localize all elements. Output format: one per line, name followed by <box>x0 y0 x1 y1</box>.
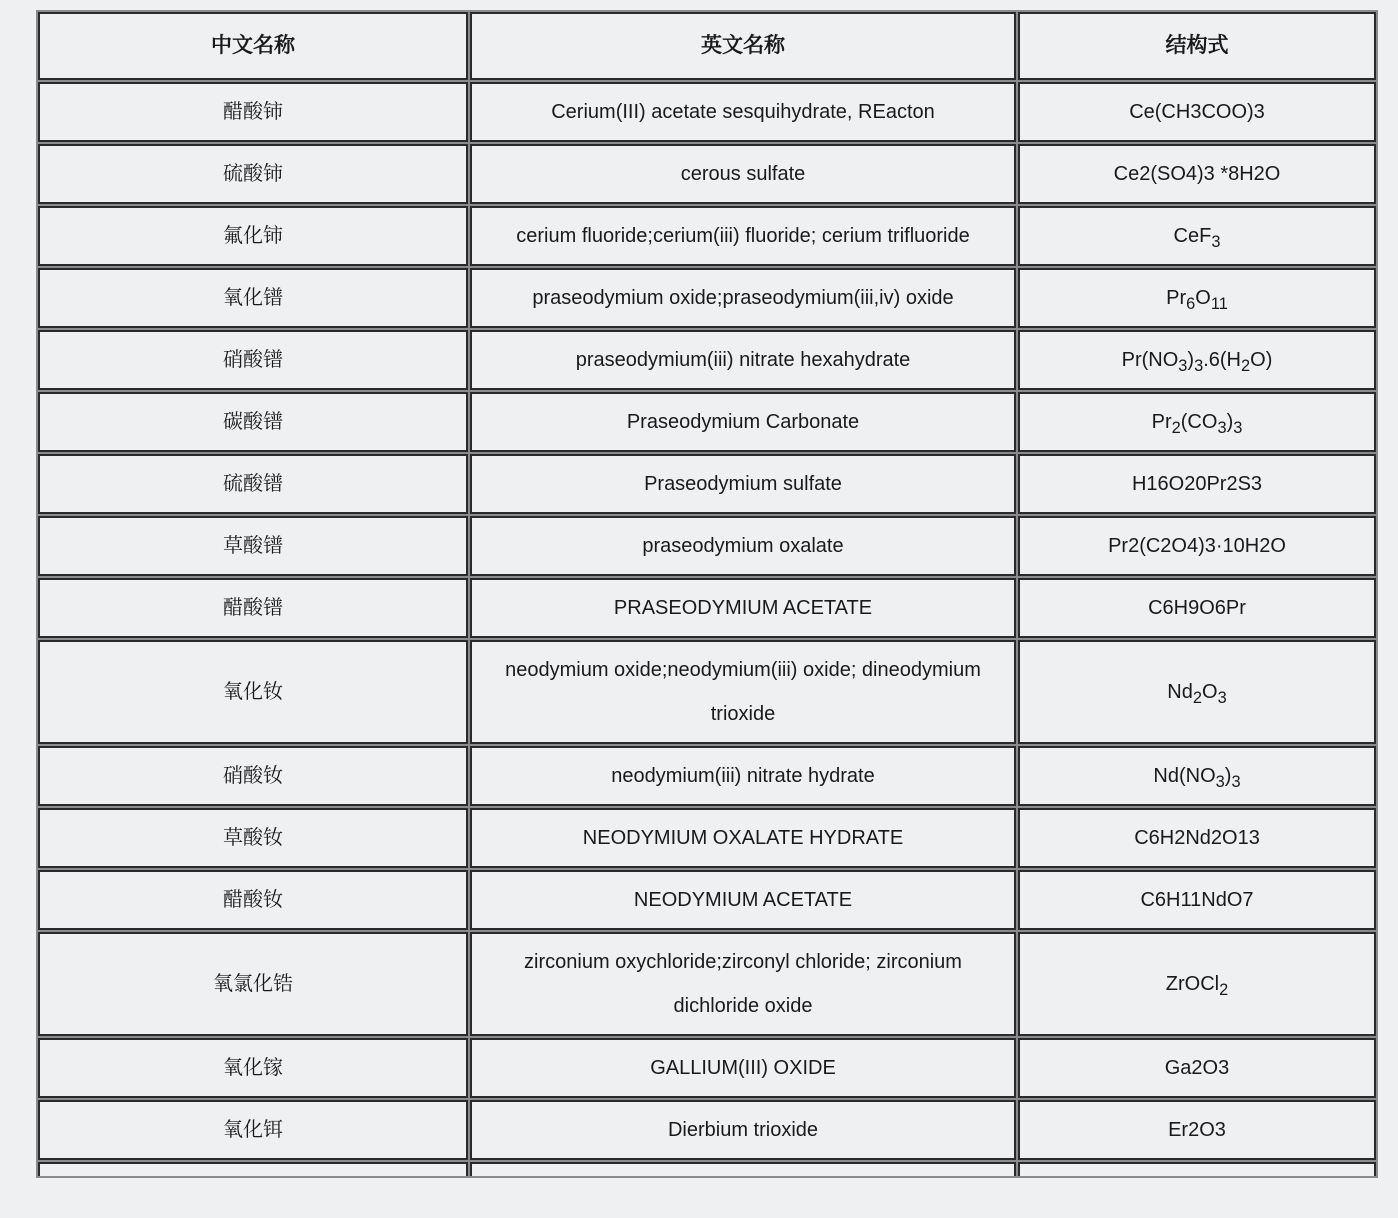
cell-english-name: cerium fluoride;cerium(iii) fluoride; cerium trifluoride <box>470 206 1016 266</box>
formula-subscript: 3 <box>1233 418 1243 437</box>
formula-subscript: 11 <box>1210 294 1228 313</box>
table-row <box>38 640 1376 744</box>
cell-english-name: Cerium(III) acetate sesquihydrate, REacton <box>470 82 1016 142</box>
formula-subscript: 2 <box>1192 688 1202 707</box>
formula-text: ) <box>1226 411 1234 433</box>
cell-formula <box>1018 268 1376 328</box>
cell-chinese-name: 氧化钕 <box>38 640 468 744</box>
cell-formula <box>1018 1162 1376 1176</box>
formula-text: O <box>1195 287 1211 309</box>
cell-formula <box>1018 330 1376 390</box>
formula-subscript: 3 <box>1217 418 1227 437</box>
table-row <box>38 808 1376 868</box>
formula-subscript: 3 <box>1215 772 1225 791</box>
cell-english-name: zirconium oxychloride;zirconyl chloride; zirconium dichloride oxide <box>470 932 1016 1036</box>
formula-subscript: 3 <box>1217 688 1227 707</box>
cell-formula <box>1018 206 1376 266</box>
table-row <box>38 206 1376 266</box>
formula-text: Pr2(C2O4)3·10H2O <box>1108 535 1286 557</box>
cell-english-name: praseodymium(iii) nitrate hexahydrate <box>470 330 1016 390</box>
cell-formula <box>1018 746 1376 806</box>
cell-english-name: neodymium oxide;neodymium(iii) oxide; dineodymium trioxide <box>470 640 1016 744</box>
formula-text: .6(H <box>1203 349 1242 371</box>
formula-text: Pr(NO <box>1121 349 1179 371</box>
table-row <box>38 330 1376 390</box>
cell-chinese-name: 氟化铈 <box>38 206 468 266</box>
formula-text: Ce(CH3COO)3 <box>1129 101 1265 123</box>
cell-formula <box>1018 1038 1376 1098</box>
cell-formula <box>1018 578 1376 638</box>
formula-text: Pr <box>1166 287 1187 309</box>
cell-formula <box>1018 1100 1376 1160</box>
table-row <box>38 932 1376 1036</box>
formula-text: Er2O3 <box>1168 1119 1226 1141</box>
header-english-name: 英文名称 <box>470 12 1016 80</box>
cell-chinese-name: 醋酸铈 <box>38 82 468 142</box>
table-row <box>38 578 1376 638</box>
cell-english-name: Praseodymium Carbonate <box>470 392 1016 452</box>
formula-text: Nd <box>1167 681 1193 703</box>
cell-formula <box>1018 454 1376 514</box>
formula-text: ZrOCl <box>1165 973 1220 995</box>
cell-chinese-name: 氧化镓 <box>38 1038 468 1098</box>
cell-english-name: GALLIUM(III) OXIDE <box>470 1038 1016 1098</box>
cell-english-name <box>470 1162 1016 1176</box>
cell-chinese-name: 氧氯化锆 <box>38 932 468 1036</box>
formula-subscript: 3 <box>1211 232 1221 251</box>
cell-english-name: cerous sulfate <box>470 144 1016 204</box>
formula-subscript: 2 <box>1241 356 1251 375</box>
cell-english-name: NEODYMIUM OXALATE HYDRATE <box>470 808 1016 868</box>
formula-subscript: 3 <box>1178 356 1188 375</box>
cell-formula <box>1018 808 1376 868</box>
table-row <box>38 1100 1376 1160</box>
cell-english-name: PRASEODYMIUM ACETATE <box>470 578 1016 638</box>
formula-subscript: 3 <box>1194 356 1204 375</box>
cell-formula <box>1018 82 1376 142</box>
table-row <box>38 454 1376 514</box>
table-row <box>38 82 1376 142</box>
formula-text: O <box>1202 681 1218 703</box>
table-row <box>38 392 1376 452</box>
formula-text: ) <box>1224 765 1232 787</box>
table-row <box>38 1162 1376 1176</box>
formula-text: Ga2O3 <box>1164 1057 1230 1079</box>
cell-formula <box>1018 932 1376 1036</box>
formula-subscript: 2 <box>1219 980 1229 999</box>
header-chinese-name: 中文名称 <box>38 12 468 80</box>
formula-text: ) <box>1187 349 1195 371</box>
cell-chinese-name: 碳酸镨 <box>38 392 468 452</box>
table-row <box>38 144 1376 204</box>
cell-chinese-name: 醋酸镨 <box>38 578 468 638</box>
formula-text: C6H2Nd2O13 <box>1134 827 1260 849</box>
formula-text: (CO <box>1180 411 1218 433</box>
cell-english-name: Dierbium trioxide <box>470 1100 1016 1160</box>
cell-chinese-name <box>38 1162 468 1176</box>
cell-chinese-name: 氧化镨 <box>38 268 468 328</box>
cell-chinese-name: 硝酸镨 <box>38 330 468 390</box>
header-formula: 结构式 <box>1018 12 1376 80</box>
cell-chinese-name: 醋酸钕 <box>38 870 468 930</box>
cell-chinese-name: 硫酸铈 <box>38 144 468 204</box>
cell-chinese-name: 硝酸钕 <box>38 746 468 806</box>
formula-subscript: 2 <box>1171 418 1181 437</box>
formula-text: Pr <box>1151 411 1172 433</box>
formula-text: O) <box>1250 349 1273 371</box>
table-body <box>38 82 1376 1176</box>
cell-english-name: praseodymium oxalate <box>470 516 1016 576</box>
cell-formula <box>1018 392 1376 452</box>
cell-formula <box>1018 870 1376 930</box>
formula-text: C6H11NdO7 <box>1140 889 1254 911</box>
cell-english-name: NEODYMIUM ACETATE <box>470 870 1016 930</box>
formula-text: H16O20Pr2S3 <box>1131 473 1263 495</box>
cell-chinese-name: 硫酸镨 <box>38 454 468 514</box>
formula-text: Ce2(SO4)3 *8H2O <box>1113 163 1281 185</box>
cell-formula <box>1018 640 1376 744</box>
cell-english-name: praseodymium oxide;praseodymium(iii,iv) oxide <box>470 268 1016 328</box>
cell-english-name: Praseodymium sulfate <box>470 454 1016 514</box>
cell-formula <box>1018 516 1376 576</box>
table-row <box>38 268 1376 328</box>
cell-chinese-name: 草酸镨 <box>38 516 468 576</box>
table-row <box>38 516 1376 576</box>
formula-text: C6H9O6Pr <box>1148 597 1246 619</box>
header-row <box>38 12 1376 80</box>
formula-text: Nd(NO <box>1153 765 1216 787</box>
formula-text: CeF <box>1173 225 1212 247</box>
cell-chinese-name: 草酸钕 <box>38 808 468 868</box>
cell-english-name: neodymium(iii) nitrate hydrate <box>470 746 1016 806</box>
table-row <box>38 870 1376 930</box>
formula-subscript: 3 <box>1231 772 1241 791</box>
formula-subscript: 6 <box>1186 294 1196 313</box>
cell-formula <box>1018 144 1376 204</box>
cell-chinese-name: 氧化铒 <box>38 1100 468 1160</box>
table-row <box>38 1038 1376 1098</box>
chemicals-table <box>36 10 1378 1178</box>
table-row <box>38 746 1376 806</box>
